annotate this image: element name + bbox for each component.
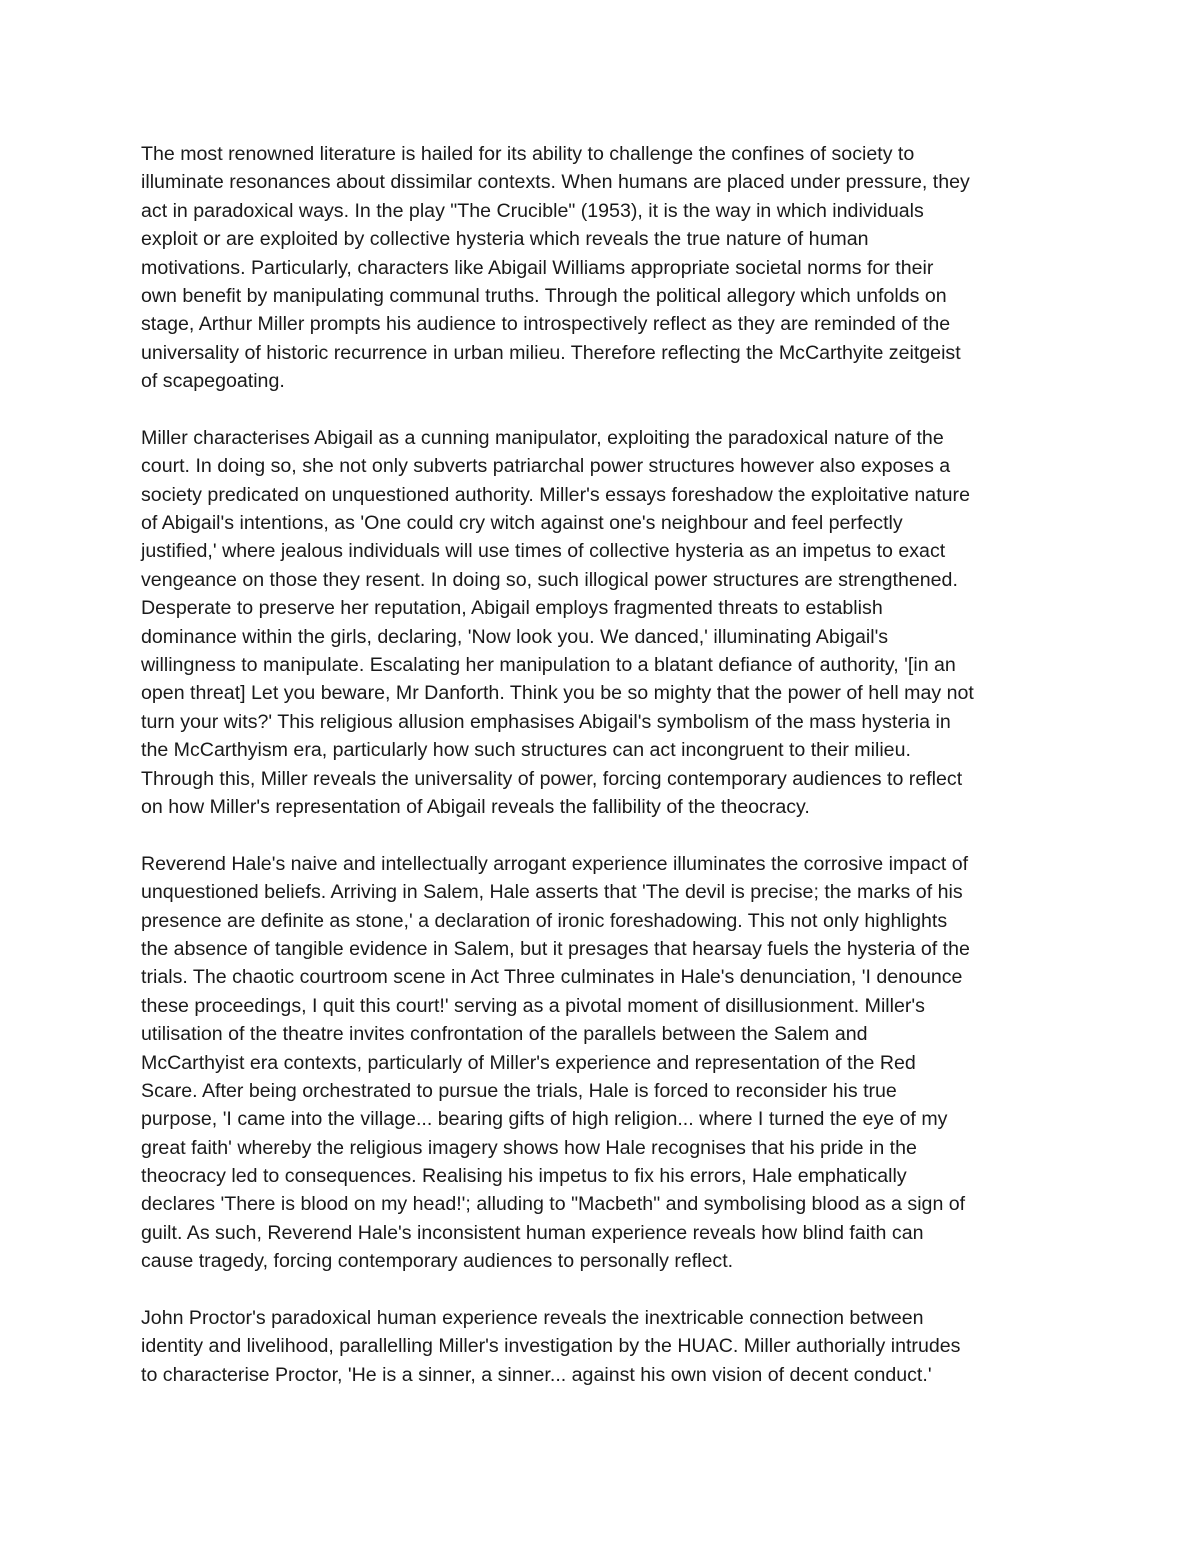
- text-line: motivations. Particularly, characters like Abigail Williams appropriate societal norms for their: [141, 256, 934, 279]
- text-line: presence are definite as stone,' a declaration of ironic foreshadowing. This not only highlights: [141, 909, 948, 932]
- text-line: theocracy led to consequences. Realising his impetus to fix his errors, Hale emphatically: [141, 1165, 907, 1188]
- text-line: stage, Arthur Miller prompts his audience to introspectively reflect as they are reminded of the: [141, 313, 951, 336]
- text-line: illuminate resonances about dissimilar contexts. When humans are placed under pressure, they: [141, 171, 970, 194]
- text-line: Reverend Hale's naive and intellectually arrogant experience illuminates the corrosive impact of: [141, 852, 969, 875]
- text-line: The most renowned literature is hailed for its ability to challenge the confines of society to: [141, 143, 915, 165]
- text-line: act in paradoxical ways. In the play "The Crucible" (1953), it is the way in which individuals: [141, 199, 924, 222]
- paragraph-abigail: [141, 424, 1071, 821]
- text-line: purpose, 'I came into the village... bearing gifts of high religion... where I turned the eye of my: [141, 1108, 948, 1131]
- text-line: dominance within the girls, declaring, 'Now look you. We danced,' illuminating Abigail's: [141, 625, 889, 648]
- text-line: guilt. As such, Reverend Hale's inconsistent human experience reveals how blind faith can: [141, 1221, 924, 1244]
- document-body: [141, 140, 1071, 1418]
- text-line: society predicated on unquestioned authority. Miller's essays foreshadow the exploitative nature: [141, 483, 970, 506]
- text-line: McCarthyist era contexts, particularly of Miller's experience and representation of the Red: [141, 1051, 916, 1074]
- text-line: Miller characterises Abigail as a cunning manipulator, exploiting the paradoxical nature of the: [141, 426, 944, 449]
- text-line: justified,' where jealous individuals will use times of collective hysteria as an impetus to exact: [141, 540, 946, 563]
- text-line: open threat] Let you beware, Mr Danforth. Think you be so mighty that the power of hell may not: [141, 682, 974, 705]
- text-line: the absence of tangible evidence in Salem, but it presages that hearsay fuels the hysteria of the: [141, 937, 970, 960]
- text-line: on how Miller's representation of Abigail reveals the fallibility of the theocracy.: [141, 795, 810, 818]
- text-line: trials. The chaotic courtroom scene in Act Three culminates in Hale's denunciation, 'I denounce: [141, 966, 963, 989]
- text-line: the McCarthyism era, particularly how such structures can act incongruent to their milieu.: [141, 739, 911, 762]
- text-line: great faith' whereby the religious imagery shows how Hale recognises that his pride in the: [141, 1136, 917, 1159]
- text-line: John Proctor's paradoxical human experience reveals the inextricable connection between: [141, 1307, 924, 1330]
- text-line: these proceedings, I quit this court!' serving as a pivotal moment of disillusionment. Miller's: [141, 994, 925, 1017]
- text-line: identity and livelihood, parallelling Miller's investigation by the HUAC. Miller authorially intrudes: [141, 1335, 961, 1358]
- text-line: declares 'There is blood on my head!'; alluding to "Macbeth" and symbolising blood as a sign of: [141, 1193, 966, 1216]
- text-line: Through this, Miller reveals the universality of power, forcing contemporary audiences to reflect: [141, 767, 963, 790]
- text-line: cause tragedy, forcing contemporary audiences to personally reflect.: [141, 1250, 734, 1273]
- text-line: unquestioned beliefs. Arriving in Salem, Hale asserts that 'The devil is precise; the marks of his: [141, 881, 963, 904]
- text-line: to characterise Proctor, 'He is a sinner, a sinner... against his own vision of decent conduct.': [141, 1363, 932, 1386]
- paragraph-proctor: [141, 1304, 1071, 1389]
- text-line: willingness to manipulate. Escalating her manipulation to a blatant defiance of authority, '[in an: [141, 654, 956, 677]
- paragraph-hale: [141, 850, 1071, 1276]
- text-line: own benefit by manipulating communal truths. Through the political allegory which unfolds on: [141, 284, 947, 307]
- text-line: universality of historic recurrence in urban milieu. Therefore reflecting the McCarthyite zeitgeist: [141, 341, 961, 364]
- text-line: of scapegoating.: [141, 370, 285, 393]
- text-line: vengeance on those they resent. In doing so, such illogical power structures are strengthened.: [141, 568, 958, 591]
- text-line: Desperate to preserve her reputation, Abigail employs fragmented threats to establish: [141, 597, 883, 620]
- text-line: utilisation of the theatre invites confrontation of the parallels between the Salem and: [141, 1023, 868, 1046]
- paragraph-introduction: [141, 140, 1071, 396]
- text-line: of Abigail's intentions, as 'One could cry witch against one's neighbour and feel perfectly: [141, 512, 903, 535]
- text-line: turn your wits?' This religious allusion emphasises Abigail's symbolism of the mass hysteria in: [141, 710, 951, 733]
- text-line: court. In doing so, she not only subverts patriarchal power structures however also exposes a: [141, 455, 951, 478]
- text-line: exploit or are exploited by collective hysteria which reveals the true nature of human: [141, 228, 869, 251]
- text-line: Scare. After being orchestrated to pursue the trials, Hale is forced to reconsider his true: [141, 1079, 897, 1102]
